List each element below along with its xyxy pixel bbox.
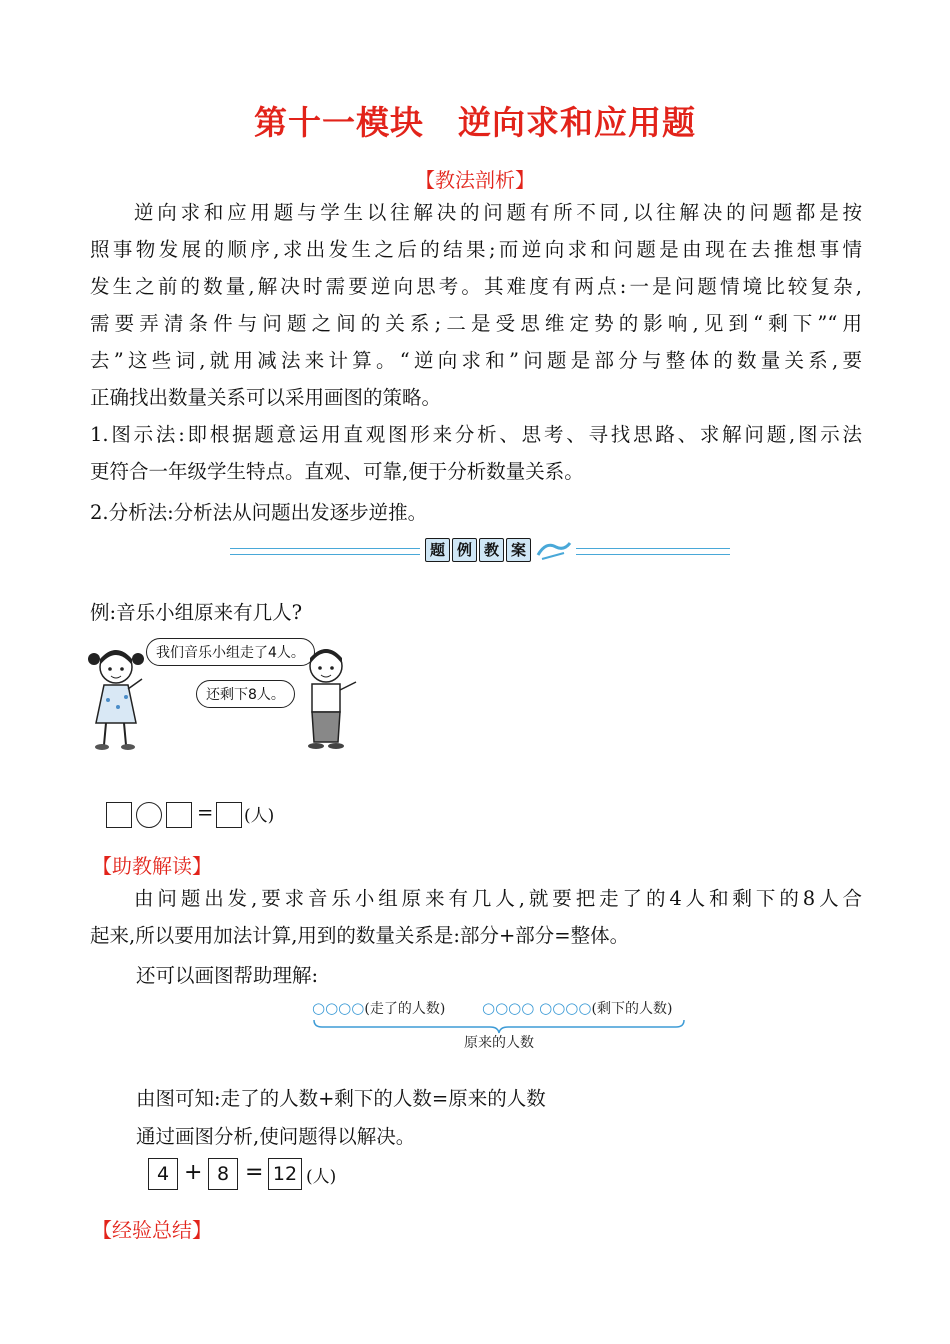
intro-line: 逆向求和应用题与学生以往解决的问题有所不同,以往解决的问题都是按 <box>134 201 862 224</box>
banner-rule-right <box>576 548 730 555</box>
left-circles: ○○○○ <box>312 999 365 1017</box>
blank-equals-sign: = <box>197 801 214 824</box>
intro-line: 发生之前的数量,解决时需要逆向思考。其难度有两点:一是问题情境比较复杂, <box>90 275 862 298</box>
girl-illustration <box>88 645 148 755</box>
section-heading-assist: 【助教解读】 <box>92 854 212 878</box>
diagram-right-group <box>482 998 672 1018</box>
banner-rule-left <box>230 548 420 555</box>
example-question: 例:音乐小组原来有几人? <box>90 601 303 624</box>
pencil-doodle-icon <box>534 537 574 563</box>
speech-bubble-girl: 我们音乐小组走了4人。 <box>146 638 315 666</box>
draw-hint: 还可以画图帮助理解: <box>136 964 319 987</box>
intro-line: 照事物发展的顺序,求出发生之后的结果;而逆向求和问题是由现在去推想事情 <box>90 238 862 261</box>
blank-box <box>166 802 192 828</box>
plus-sign: + <box>184 1160 203 1185</box>
method1-line: 1.图示法:即根据题意运用直观图形来分析、思考、寻找思路、求解问题,图示法 <box>90 423 862 446</box>
intro-line: 去”这些词,就用减法来计算。“逆向求和”问题是部分与整体的数量关系,要 <box>90 349 862 372</box>
diagram-left-group <box>312 998 445 1018</box>
banner-char: 题 <box>425 538 450 562</box>
answer-addend-box: 4 <box>148 1158 178 1190</box>
speech-bubble-boy: 还剩下8人。 <box>196 680 295 708</box>
boy-illustration <box>298 646 362 754</box>
blank-operator-circle <box>136 802 162 828</box>
blank-unit: (人) <box>244 806 275 826</box>
banner-char: 教 <box>479 538 504 562</box>
total-label: 原来的人数 <box>464 1035 534 1051</box>
blank-box <box>106 802 132 828</box>
intro-line: 正确找出数量关系可以采用画图的策略。 <box>90 386 442 409</box>
right-circles-label: (剩下的人数) <box>591 1001 673 1017</box>
equals-sign: = <box>245 1160 264 1185</box>
conclusion-line: 通过画图分析,使问题得以解决。 <box>136 1125 416 1148</box>
method1-line: 更符合一年级学生特点。直观、可靠,便于分析数量关系。 <box>90 460 584 483</box>
method2-line: 2.分析法:分析法从问题出发逐步逆推。 <box>90 501 428 524</box>
banner-char: 案 <box>506 538 531 562</box>
assist-line: 起来,所以要用加法计算,用到的数量关系是:部分+部分=整体。 <box>90 924 630 947</box>
conclusion-line: 由图可知:走了的人数+剩下的人数=原来的人数 <box>136 1087 546 1110</box>
page-title: 第十一模块 逆向求和应用题 <box>254 103 696 142</box>
banner-char: 例 <box>452 538 477 562</box>
answer-result-box: 12 <box>268 1158 302 1190</box>
answer-addend-box: 8 <box>208 1158 238 1190</box>
intro-paragraph <box>90 194 862 416</box>
intro-line: 需要弄清条件与问题之间的关系;二是受思维定势的影响,见到“剩下”“用 <box>90 312 862 335</box>
section-heading-experience: 【经验总结】 <box>92 1218 212 1242</box>
left-circles-label: (走了的人数) <box>364 1001 446 1017</box>
section-heading-teaching: 【教法剖析】 <box>415 168 535 192</box>
answer-unit: (人) <box>306 1167 337 1187</box>
example-banner <box>230 535 730 565</box>
right-circles: ○○○○ ○○○○ <box>482 999 592 1017</box>
assist-line: 由问题出发,要求音乐小组原来有几人,就要把走了的4人和剩下的8人合 <box>134 887 862 910</box>
assist-paragraph <box>90 880 862 954</box>
method1-paragraph <box>90 416 862 490</box>
blank-box <box>216 802 242 828</box>
